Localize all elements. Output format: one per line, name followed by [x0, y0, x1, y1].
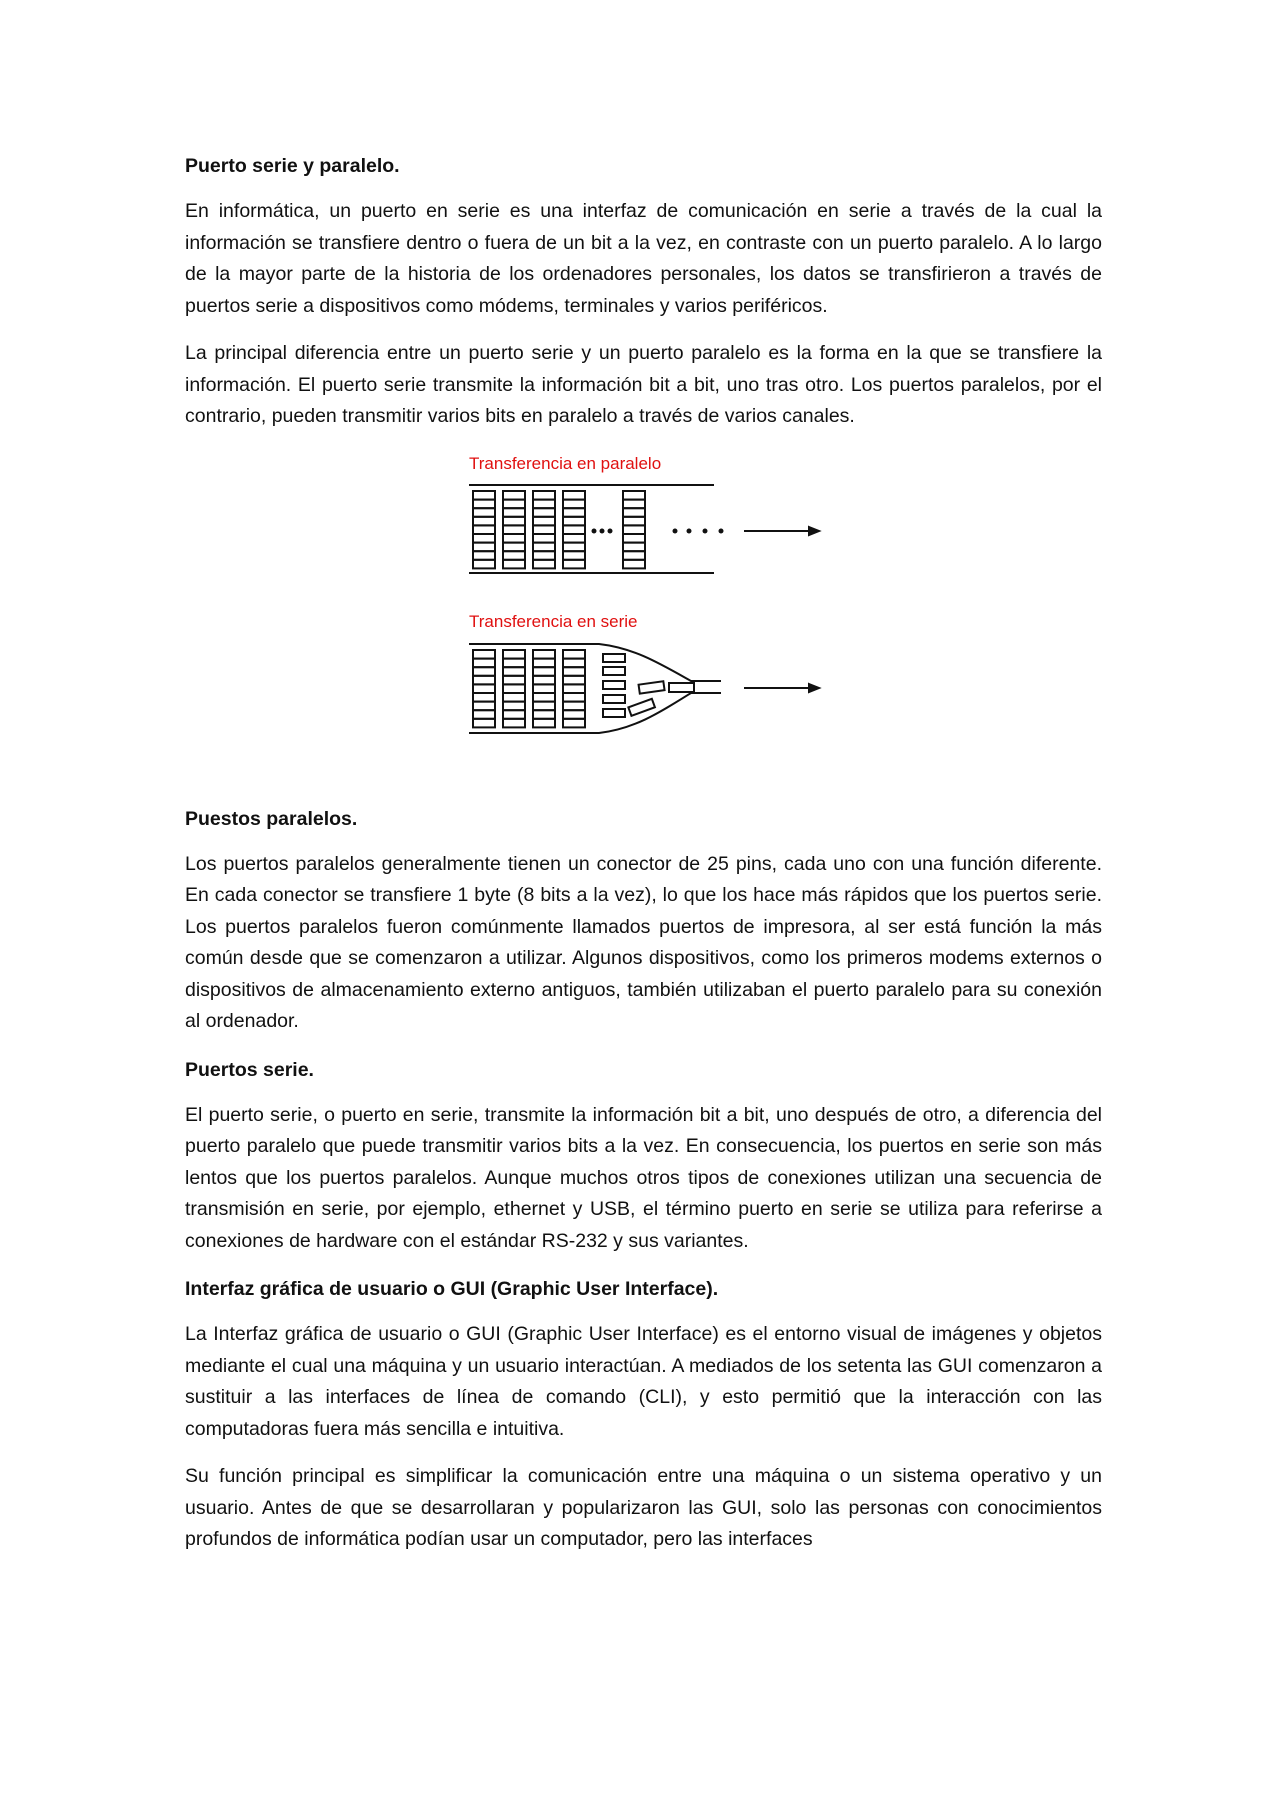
bit-cell [533, 559, 555, 568]
bit-cell [503, 693, 525, 702]
bit-cell [503, 508, 525, 517]
parallel-label: Transferencia en paralelo [469, 453, 662, 473]
bit-cell [623, 525, 645, 534]
bit-cell [503, 525, 525, 534]
paragraph: En informática, un puerto en serie es una interfaz de comunicación en serie a través de la cual la información se transfiere dentro o fuera de un bit a la vez, en contraste con un puerto paralelo. A lo largo de la mayor parte de la historia de los ordenadores personales, los datos se transfirieron a través de puertos serie a dispositivos como módems, terminales y varios periféricos. [185, 200, 1102, 317]
bit-cell [533, 684, 555, 693]
bit-cell [473, 508, 495, 517]
bit-cell [473, 542, 495, 551]
bit-cell [563, 516, 585, 525]
bit-cell [503, 551, 525, 560]
bit-cell [533, 499, 555, 508]
bit-cell [503, 710, 525, 719]
bit-cell [503, 675, 525, 684]
parallel-transfer-illustration [469, 485, 819, 573]
bit-cell [503, 534, 525, 543]
section-heading: Puertos serie. [185, 1058, 314, 1081]
bit-cell [533, 701, 555, 710]
bit-cell [533, 710, 555, 719]
bit-cell [623, 499, 645, 508]
bit-cell [563, 718, 585, 727]
bit-cell [473, 658, 495, 667]
bit-cell [503, 701, 525, 710]
bit-cell [623, 551, 645, 560]
bit-cell [563, 667, 585, 676]
bit-cell [503, 718, 525, 727]
bit-cell [563, 508, 585, 517]
serial-label: Transferencia en serie [469, 611, 638, 631]
bit-cell [563, 542, 585, 551]
bit-cell [503, 684, 525, 693]
bit-cell [623, 542, 645, 551]
bit-cell [503, 542, 525, 551]
bit-cell [533, 551, 555, 560]
section-heading: Interfaz gráfica de usuario o GUI (Graphic User Interface). [185, 1278, 719, 1300]
bit-cell [503, 516, 525, 525]
bit-cell [533, 667, 555, 676]
bit-cell [503, 559, 525, 568]
bit-cell [533, 650, 555, 659]
bit-cell [473, 701, 495, 710]
bit-cell [533, 516, 555, 525]
bit-cell [533, 693, 555, 702]
transfer-diagram [185, 451, 1102, 773]
bit-cell [473, 551, 495, 560]
bit-cell [473, 684, 495, 693]
paragraph: La Interfaz gráfica de usuario o GUI (Graphic User Interface) es el entorno visual de imágenes y objetos mediante el cual una máquina y un usuario interactúan. A mediados de los setenta las GUI comenzaron a sustituir a las interfaces de línea de comando (CLI), y esto permitió que la interacción con las computadoras fuera más sencilla e intuitiva. [185, 1323, 1102, 1440]
bit-cell [563, 650, 585, 659]
bit-cell [533, 491, 555, 500]
bit-cell [533, 675, 555, 684]
bit-cell [503, 491, 525, 500]
serial-transfer-illustration [469, 644, 819, 733]
parallel-dots [592, 528, 724, 533]
bit-cell [563, 559, 585, 568]
paragraph: Los puertos paralelos generalmente tienen un conector de 25 pins, cada uno con una función diferente. En cada conector se transfiere 1 byte (8 bits a la vez), lo que los hace más rápidos que los puertos serie. Los puertos paralelos fueron comúnmente llamados puertos de impresora, al ser está función la más común desde que se comenzaron a utilizar. Algunos dispositivos, como los primeros modems externos o dispositivos de almacenamiento externo antiguos, también utilizaban el puerto paralelo para su conexión al ordenador. [185, 852, 1102, 1032]
bit-cell [563, 684, 585, 693]
bit-cell [473, 718, 495, 727]
bit-cell [473, 534, 495, 543]
bit-cell [623, 534, 645, 543]
bit-cell [563, 701, 585, 710]
bit-cell [623, 508, 645, 517]
bit-cell [563, 675, 585, 684]
bit-cell [503, 658, 525, 667]
bit-cell [473, 710, 495, 719]
paragraph: La principal diferencia entre un puerto serie y un puerto paralelo es la forma en la que se transfiere la información. El puerto serie transmite la información bit a bit, uno tras otro. Los puertos paralelos, por el contrario, pueden transmitir varios bits en paralelo a través de varios canales. [185, 342, 1102, 427]
bit-cell [533, 525, 555, 534]
bit-cell [623, 516, 645, 525]
bit-cell [563, 491, 585, 500]
section-heading: Puestos paralelos. [185, 807, 358, 830]
bit-cell [533, 718, 555, 727]
bit-cell [563, 499, 585, 508]
bit-cell [473, 499, 495, 508]
bit-cell [563, 551, 585, 560]
bit-cell [473, 667, 495, 676]
paragraph: Su función principal es simplificar la comunicación entre una máquina o un sistema operativo y un usuario. Antes de que se desarrollaran y popularizaron las GUI, solo las personas con conocimientos profundos de informática podían usar un computador, pero las interfaces [185, 1465, 1102, 1550]
bit-cell [473, 675, 495, 684]
bit-cell [473, 516, 495, 525]
bit-cell [623, 491, 645, 500]
bit-cell [503, 650, 525, 659]
document-page [185, 150, 1102, 1572]
bit-cell [563, 525, 585, 534]
bit-cell [473, 559, 495, 568]
bit-cell [533, 542, 555, 551]
bit-cell [563, 710, 585, 719]
bit-cell [623, 559, 645, 568]
bit-cell [503, 667, 525, 676]
bit-cell [473, 491, 495, 500]
bit-cell [473, 525, 495, 534]
paragraph: El puerto serie, o puerto en serie, transmite la información bit a bit, uno después de otro, a diferencia del puerto paralelo que puede transmitir varios bits a la vez. En consecuencia, los puertos en serie son más lentos que los puertos paralelos. Aunque muchos otros tipos de conexiones utilizan una secuencia de transmisión en serie, por ejemplo, ethernet y USB, el término puerto en serie se utiliza para referirse a conexiones de hardware con el estándar RS-232 y sus variantes. [185, 1103, 1102, 1252]
bit-cell [473, 650, 495, 659]
bit-cell [533, 508, 555, 517]
bit-cell [533, 534, 555, 543]
section-heading: Puerto serie y paralelo. [185, 155, 400, 177]
bit-cell [503, 499, 525, 508]
bit-cell [473, 693, 495, 702]
bit-cell [563, 534, 585, 543]
bit-cell [563, 658, 585, 667]
bit-cell [533, 658, 555, 667]
bit-cell [563, 693, 585, 702]
